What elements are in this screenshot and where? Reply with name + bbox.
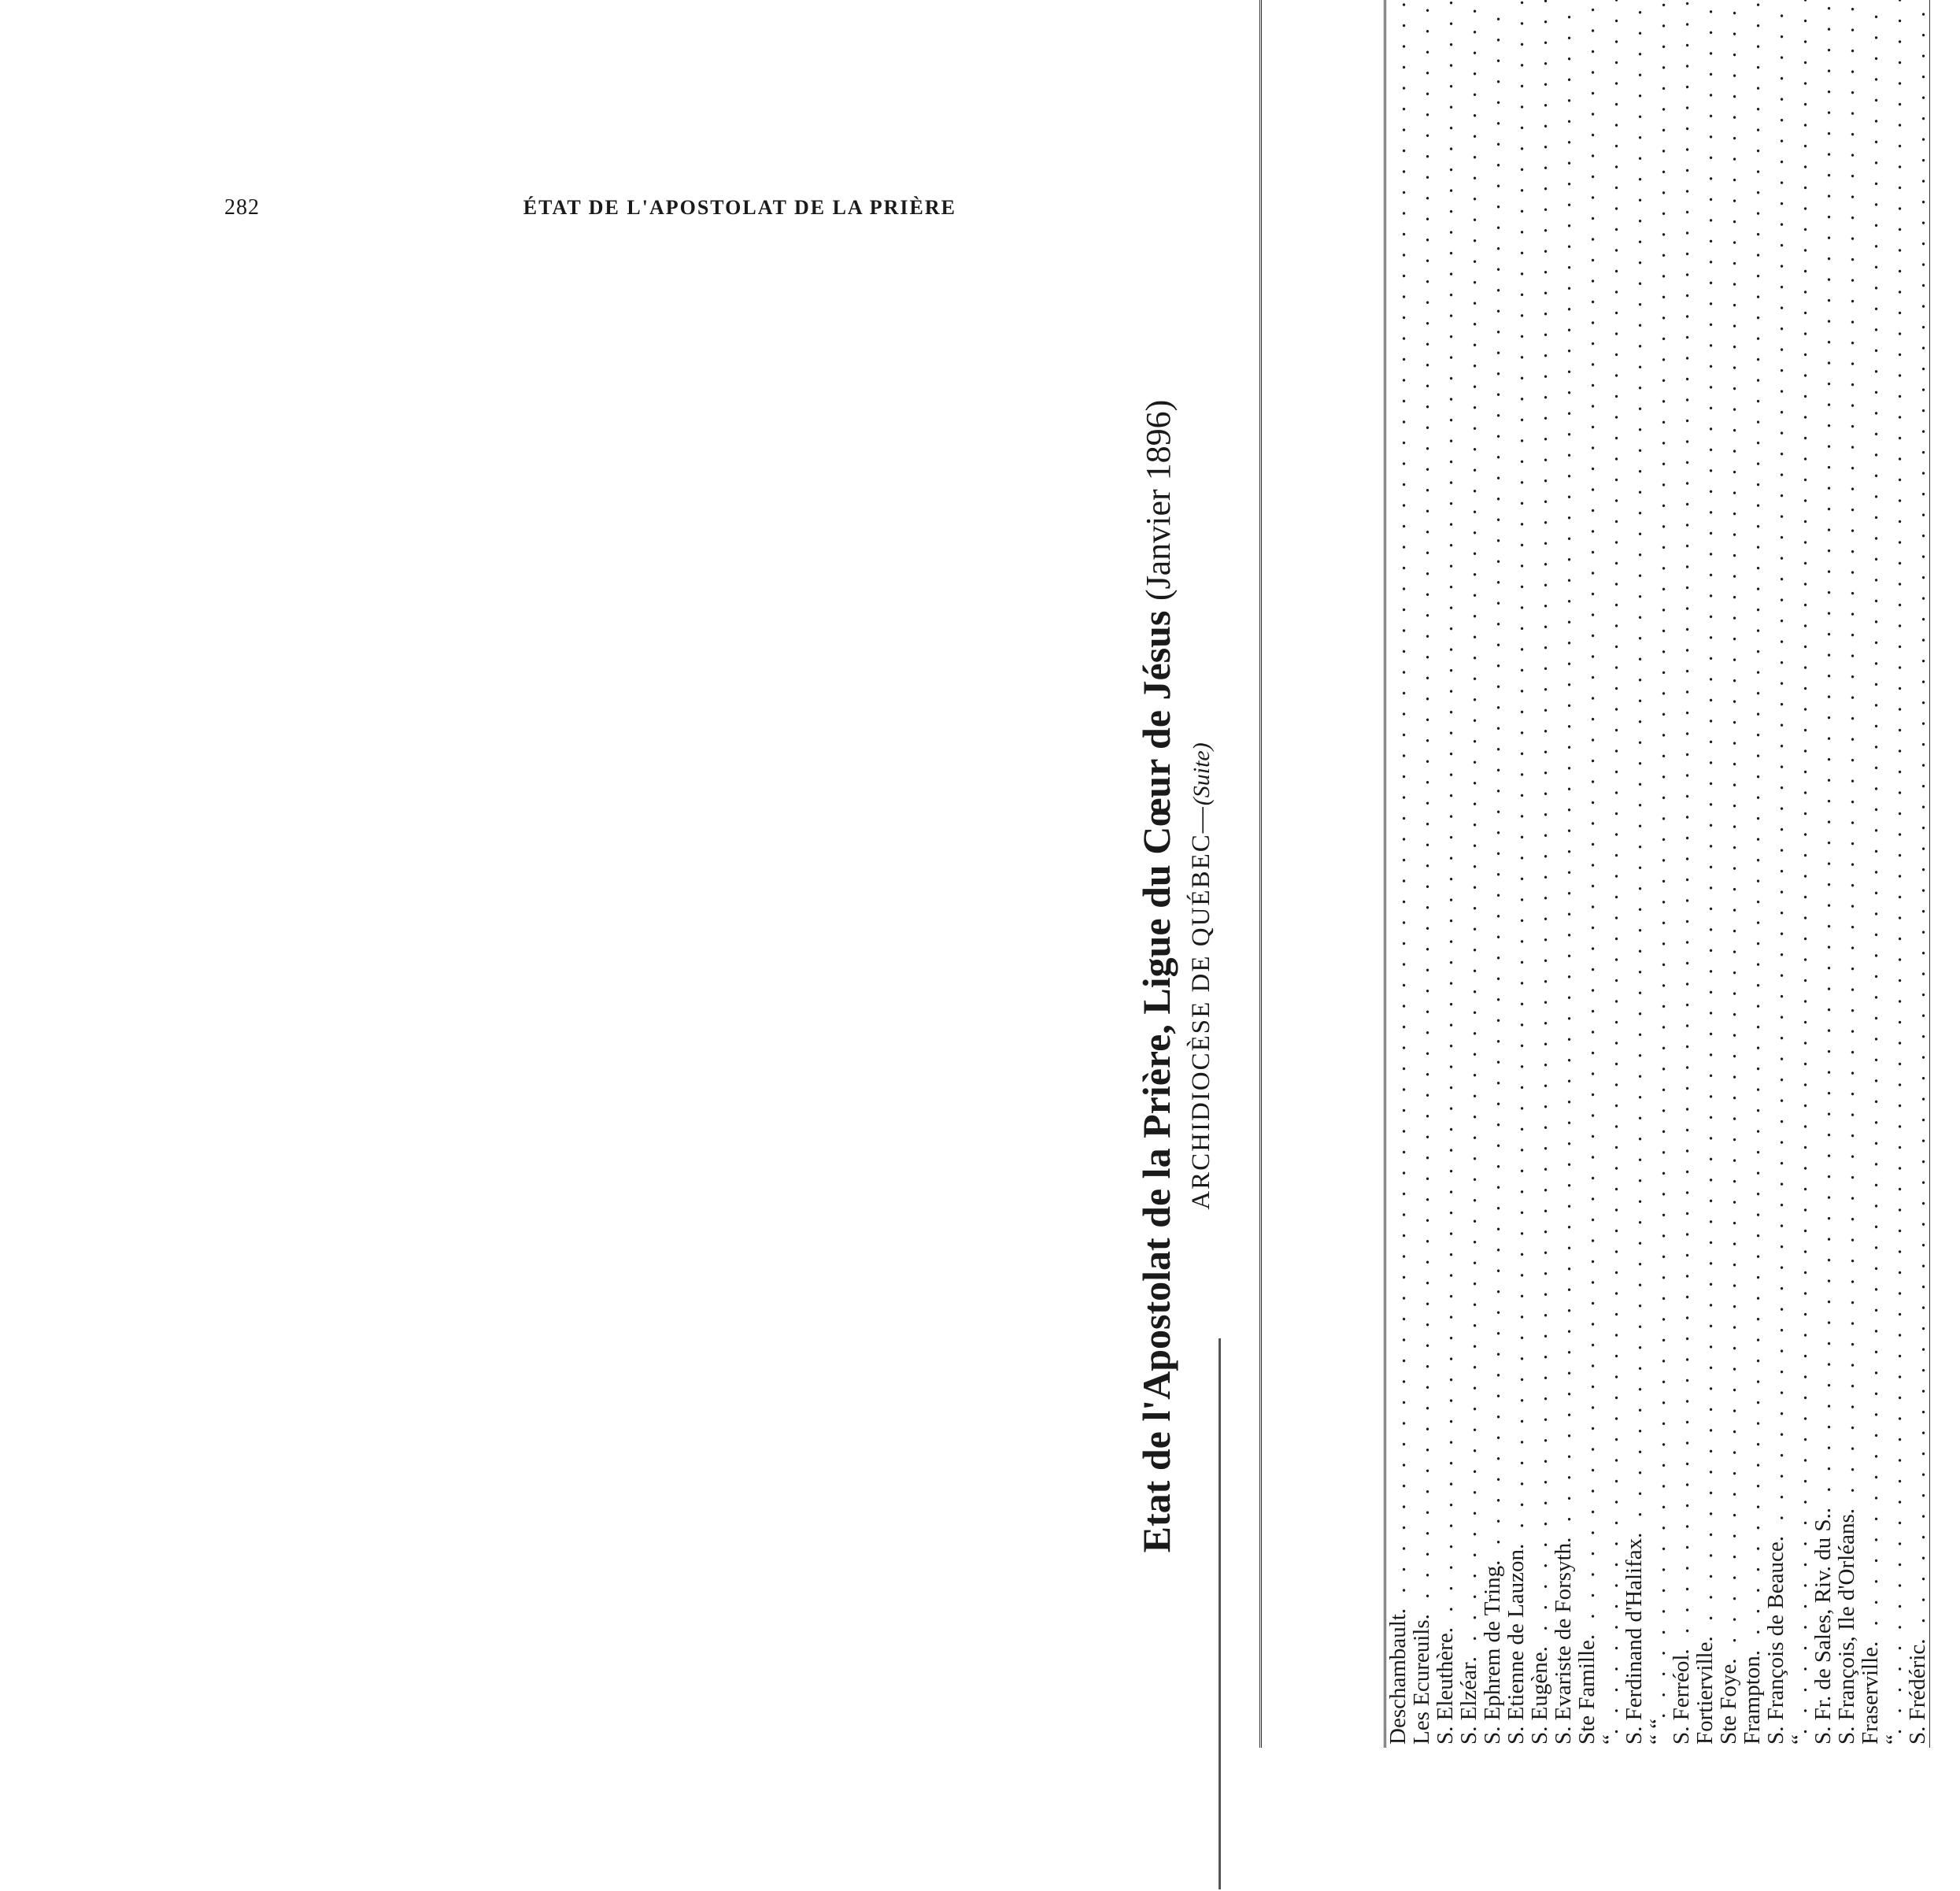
cell-lieu bbox=[1764, 0, 1788, 1748]
cell-lieu bbox=[1717, 0, 1740, 1748]
cell-lieu bbox=[1622, 0, 1646, 1748]
table-row bbox=[1504, 0, 1528, 1748]
cell-lieu bbox=[1504, 0, 1528, 1748]
cell-lieu bbox=[1433, 0, 1457, 1748]
page-number: 282 bbox=[224, 195, 260, 220]
table-row bbox=[1670, 0, 1693, 1748]
lieu-text: S. François de Beauce bbox=[1762, 1541, 1788, 1745]
lieu-text: S. François, Ile d'Orléans bbox=[1833, 1514, 1859, 1745]
lieu-text: Fraserville bbox=[1857, 1646, 1883, 1745]
lieu-text: S. Fr. de Sales, Riv. du S. bbox=[1810, 1513, 1836, 1745]
table-row bbox=[1858, 0, 1882, 1748]
lieu-text: Ste Foye bbox=[1715, 1663, 1741, 1745]
lieu-text: S. Evariste de Forsyth bbox=[1550, 1542, 1576, 1745]
cell-lieu bbox=[1481, 0, 1504, 1748]
table-row bbox=[1385, 0, 1411, 1748]
lieu-text: Les Ecureuils bbox=[1408, 1619, 1434, 1745]
lieu-text: S. Eugène bbox=[1526, 1652, 1552, 1745]
cell-lieu bbox=[1740, 0, 1764, 1748]
running-head bbox=[224, 195, 956, 227]
rotated-table-block bbox=[1133, 189, 1960, 1763]
table-row bbox=[1575, 0, 1599, 1748]
cell-lieu bbox=[1811, 0, 1835, 1748]
lieu-text: Deschambault bbox=[1385, 1614, 1411, 1745]
lieu-text: S. Ferdinand d'Halifax bbox=[1621, 1538, 1647, 1745]
table-row bbox=[1693, 0, 1717, 1748]
lieu-text: S. Etienne de Lauzon bbox=[1503, 1549, 1529, 1745]
cell-lieu bbox=[1858, 0, 1882, 1748]
cell-lieu bbox=[1410, 0, 1433, 1748]
table-row bbox=[1835, 0, 1858, 1748]
lieu-text: S. Frédéric bbox=[1904, 1644, 1930, 1745]
lieu-text: S. Ephrem de Tring bbox=[1479, 1565, 1505, 1745]
lieu-text: Ste Famille bbox=[1574, 1640, 1599, 1745]
lieu-text: S. Elzéar bbox=[1455, 1662, 1481, 1745]
cell-lieu bbox=[1575, 0, 1599, 1748]
table-row bbox=[1906, 0, 1930, 1748]
lieu-text: “ “ bbox=[1644, 1719, 1670, 1745]
cell-lieu bbox=[1551, 0, 1575, 1748]
lieu-text: “ bbox=[1880, 1734, 1906, 1745]
table-row bbox=[1882, 0, 1906, 1748]
cell-lieu bbox=[1693, 0, 1717, 1748]
apostolat-table bbox=[1259, 0, 1930, 1748]
lieu-text: S. Ferréol bbox=[1668, 1654, 1694, 1745]
lieu-text: S. Eleuthère bbox=[1432, 1633, 1458, 1745]
table-row bbox=[1717, 0, 1740, 1748]
diocese-name: ARCHIDIOCÈSE DE QUÉBEC— bbox=[1187, 805, 1215, 1210]
table-row bbox=[1481, 0, 1504, 1748]
cell-lieu bbox=[1646, 0, 1670, 1748]
table-row bbox=[1599, 0, 1622, 1748]
table-row bbox=[1528, 0, 1551, 1748]
header-lieu bbox=[1261, 0, 1385, 1748]
lieu-text: “ bbox=[1786, 1734, 1812, 1745]
running-title: ÉTAT DE L'APOSTOLAT DE LA PRIÈRE bbox=[523, 196, 956, 219]
page-edge-line bbox=[1219, 1338, 1221, 1889]
table-row bbox=[1811, 0, 1835, 1748]
table-title-date: (Janvier 1896) bbox=[1139, 399, 1178, 601]
table-row bbox=[1433, 0, 1457, 1748]
cell-lieu bbox=[1835, 0, 1858, 1748]
cell-lieu bbox=[1788, 0, 1811, 1748]
table-title-main: Etat de l'Apostolat de la Prière, Ligue du Cœur de Jésus bbox=[1134, 610, 1178, 1553]
cell-lieu bbox=[1385, 0, 1411, 1748]
table-row bbox=[1740, 0, 1764, 1748]
table-row bbox=[1410, 0, 1433, 1748]
table-row bbox=[1764, 0, 1788, 1748]
table-title bbox=[1133, 236, 1179, 1716]
cell-lieu bbox=[1528, 0, 1551, 1748]
lieu-text: Fortierville bbox=[1692, 1641, 1718, 1745]
table-row bbox=[1788, 0, 1811, 1748]
cell-lieu bbox=[1457, 0, 1481, 1748]
table-row bbox=[1457, 0, 1481, 1748]
cell-lieu bbox=[1599, 0, 1622, 1748]
diocese-subtitle bbox=[1187, 236, 1216, 1716]
lieu-text: “ bbox=[1597, 1734, 1623, 1745]
suite-label: (Suite) bbox=[1189, 742, 1215, 806]
cell-lieu bbox=[1906, 0, 1930, 1748]
table-body bbox=[1385, 0, 1930, 1748]
table-row bbox=[1646, 0, 1670, 1748]
cell-lieu bbox=[1882, 0, 1906, 1748]
lieu-text: Frampton bbox=[1739, 1656, 1765, 1745]
table-row bbox=[1622, 0, 1646, 1748]
cell-lieu bbox=[1670, 0, 1693, 1748]
table-row bbox=[1551, 0, 1575, 1748]
